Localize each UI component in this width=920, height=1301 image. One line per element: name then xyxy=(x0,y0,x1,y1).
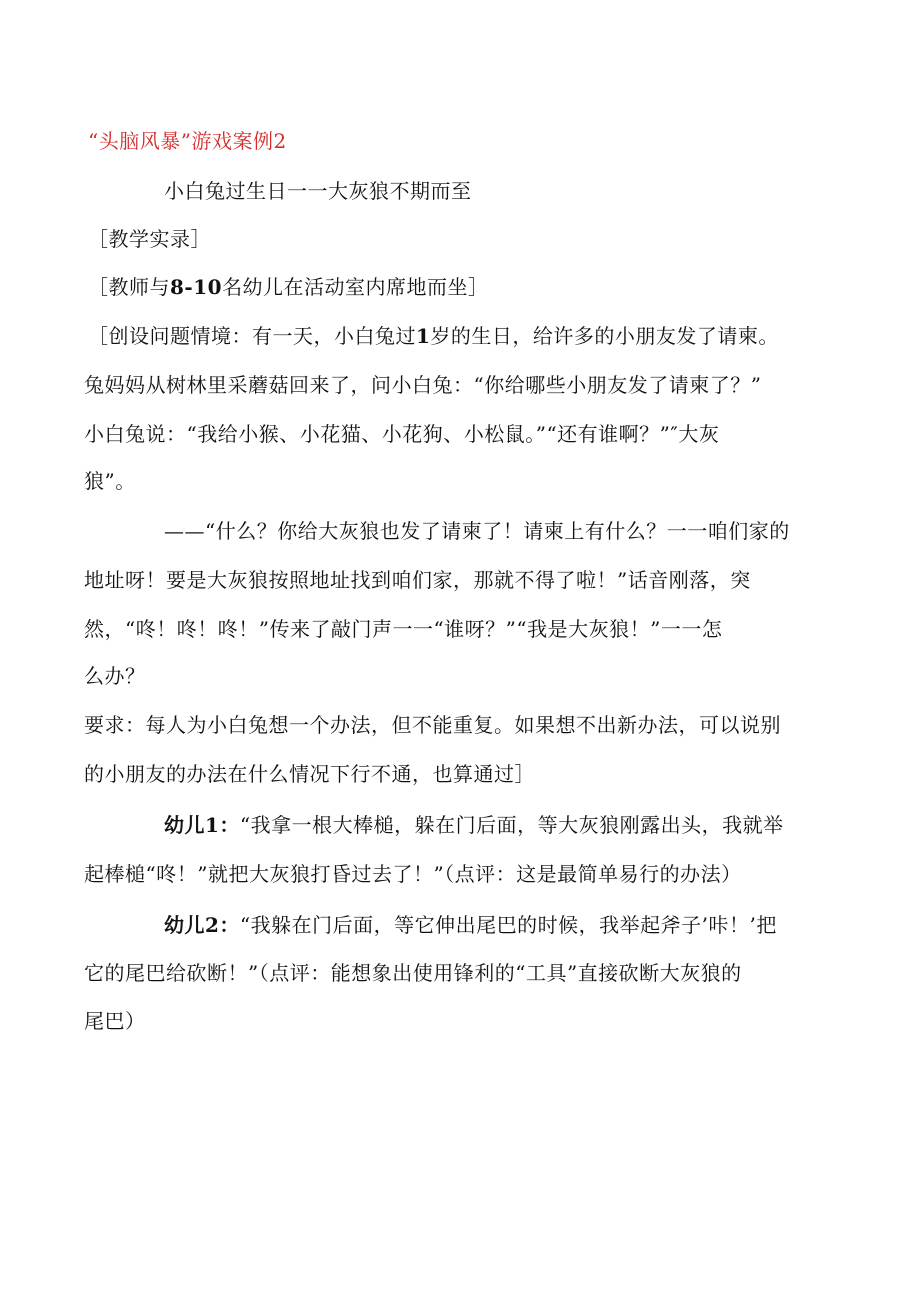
child1-text-1: “我拿一根大棒槌，躲在门后面，等大灰狼刚露出头，我就举 xyxy=(239,813,784,837)
child2-line-2: 它的尾巴给砍断！”（点评：能想象出使用锋利的“工具”直接砍断大灰狼的 xyxy=(84,961,742,985)
dialogue-line-3: 然，“咚！咚！咚！”传来了敲门声一一“谁呀？”“我是大灰狼！”一一怎 xyxy=(84,617,723,641)
setup-line xyxy=(88,274,489,300)
scenario-l1-pre: ［创设问题情境：有一天，小白兔过 xyxy=(88,324,416,348)
child2-line-1 xyxy=(164,912,777,938)
child2-text-1: “我躲在门后面，等它伸出尾巴的时候，我举起斧子’咔！’把 xyxy=(239,913,777,937)
document-subtitle: 小白兔过生日一一大灰狼不期而至 xyxy=(164,179,472,203)
dialogue-line-4: 么办？ xyxy=(84,664,146,688)
scenario-line-3: 小白兔说：“我给小猴、小花猫、小花狗、小松鼠。”“还有谁啊？”″大灰 xyxy=(84,422,720,446)
scenario-line-2: 兔妈妈从树林里采蘑菇回来了，问小白兔：“你给哪些小朋友发了请柬了？” xyxy=(84,373,762,397)
setup-num: 8-10 xyxy=(170,275,223,299)
child1-label: 幼儿1： xyxy=(164,813,240,837)
setup-pre: ［教师与 xyxy=(88,275,170,299)
section-label: ［教学实录］ xyxy=(88,227,211,251)
child2-line-3: 尾巴） xyxy=(84,1009,146,1033)
scenario-l1-num: 1 xyxy=(416,324,431,348)
requirement-line-2: 的小朋友的办法在什么情况下行不通，也算通过］ xyxy=(84,762,535,786)
setup-post: 名幼儿在活动室内席地而坐］ xyxy=(222,275,489,299)
scenario-line-1 xyxy=(88,323,779,349)
requirement-line-1: 要求：每人为小白兔想一个办法，但不能重复。如果想不出新办法，可以说别 xyxy=(84,713,781,737)
scenario-line-4: 狼”。 xyxy=(84,469,136,493)
child1-line-1 xyxy=(164,812,784,838)
child2-label: 幼儿2： xyxy=(164,913,240,937)
document-title: “头脑风暴”游戏案例2 xyxy=(88,129,287,153)
child1-line-2: 起棒槌“咚！”就把大灰狼打昏过去了！”（点评：这是最简单易行的办法） xyxy=(84,862,742,886)
dialogue-line-1: ——“什么？你给大灰狼也发了请柬了！请柬上有什么？一一咱们家的 xyxy=(164,519,790,543)
scenario-l1-post: 岁的生日，给许多的小朋友发了请柬。 xyxy=(430,324,779,348)
dialogue-line-2: 地址呀！要是大灰狼按照地址找到咱们家，那就不得了啦！”话音刚落，突 xyxy=(84,568,751,592)
